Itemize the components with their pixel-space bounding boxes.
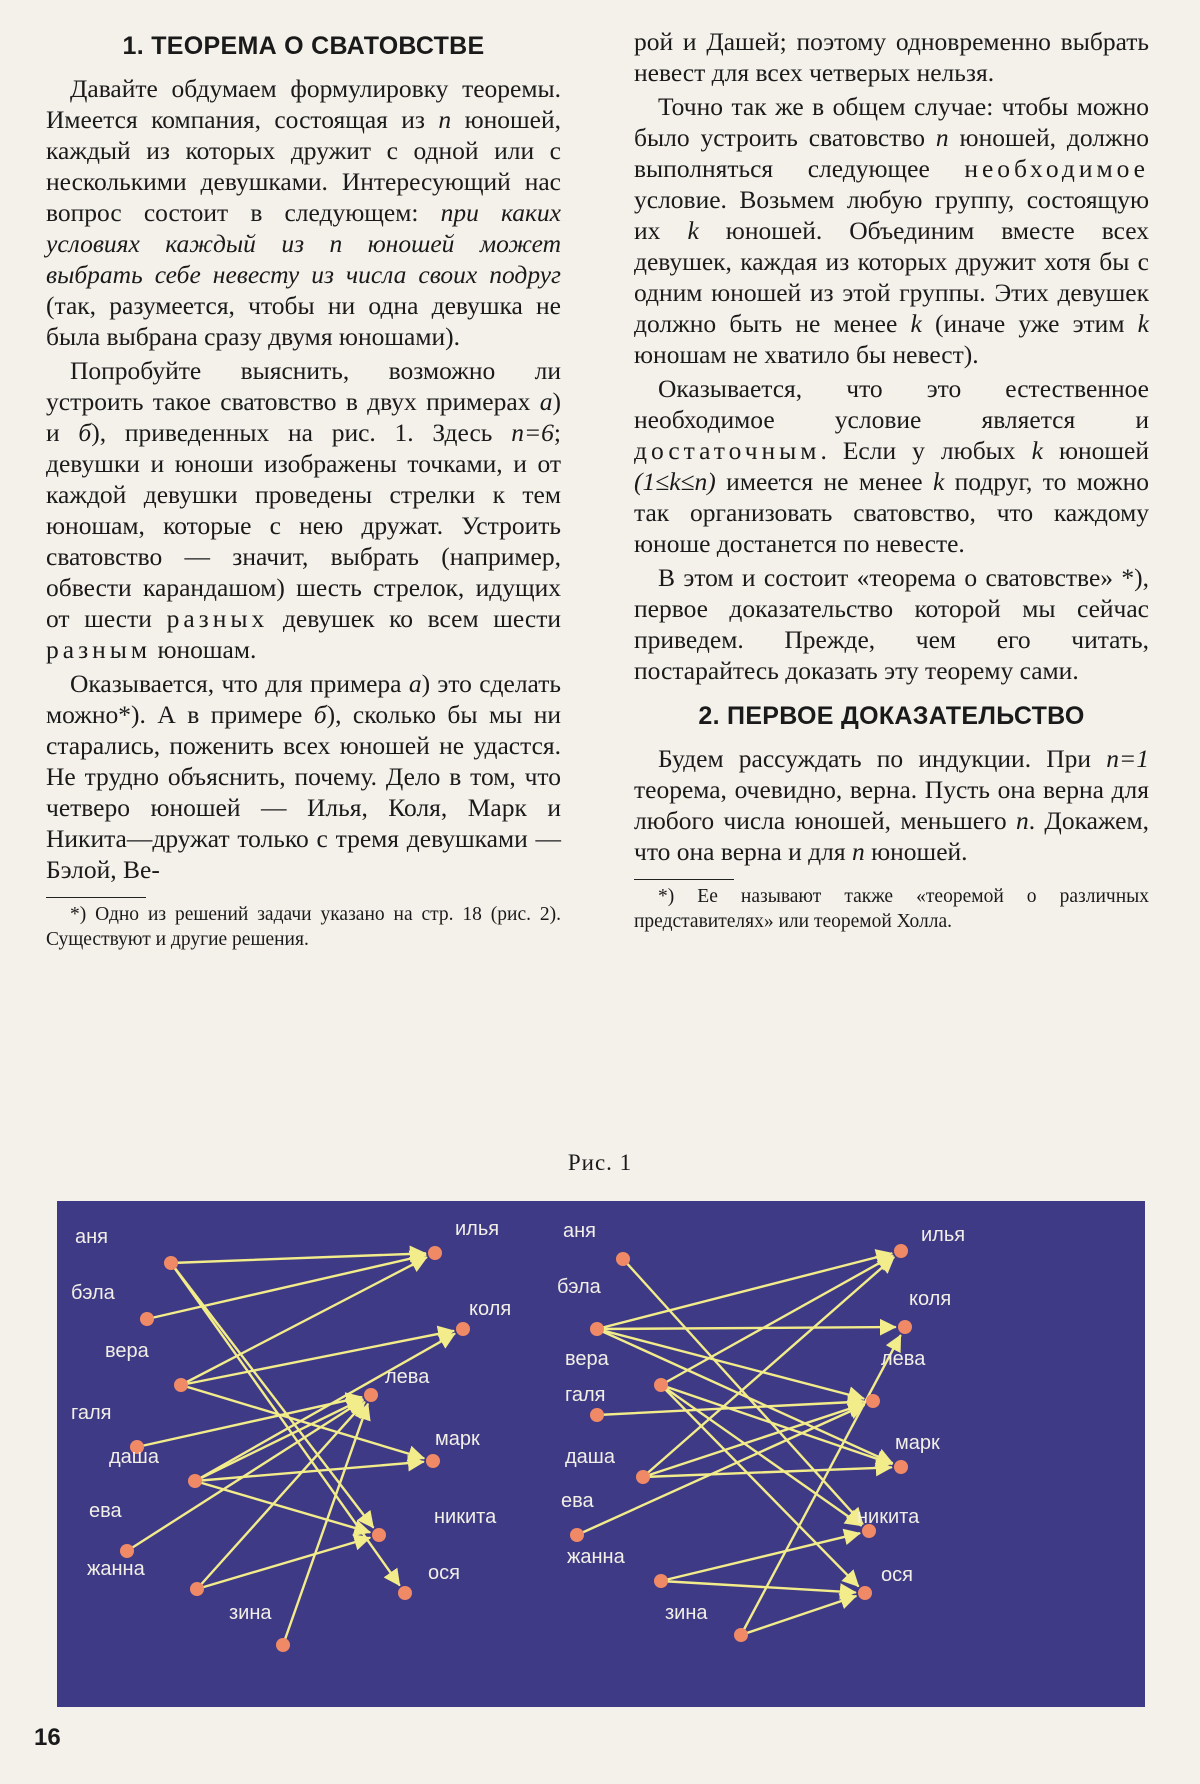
- boy-label-b: ося: [881, 1564, 913, 1586]
- footnote: *) Ее называют также «теоремой о различных представителях» или теоремой Холла.: [634, 886, 1149, 932]
- girl-dot-b: [570, 1528, 584, 1542]
- boy-dot-a: [398, 1586, 412, 1600]
- boy-dot-a: [426, 1454, 440, 1468]
- boy-label-a: илья: [455, 1218, 500, 1240]
- girl-dot-b: [616, 1252, 630, 1266]
- girl-label-a: даша: [109, 1446, 159, 1468]
- boy-label-b: никита: [857, 1506, 920, 1528]
- figure-caption: Рис. 1: [567, 1150, 633, 1175]
- paragraph: Попробуйте выяснить, возможно ли устроить такое сватовство в двух примерах а) и б), приведенных на рис. 1. Здесь n=6; девушки и юноши изображены точками, и от каждой девушки проведены стрелки к тем юношам, которые с нею дружат. Устроить сватовство — значит, выбрать (например, обвести карандашом) шесть стрелок, идущих от шести разных девушек ко всем шести разным юношам.: [46, 356, 561, 664]
- arrow-b-галя-лева: [597, 1402, 863, 1415]
- girl-dot-b: [590, 1322, 604, 1336]
- paragraph: Оказывается, что для примера а) это сделать можно*). А в примере б), сколько бы мы ни старались, поженить всех юношей не удастся. Не трудно объяснить, почему. Дело в том, что четверо юношей — Илья, Коля, Марк и Никита—дружат только с тремя девушками — Бэлой, Ве-: [46, 669, 562, 884]
- right-column: [634, 26, 1149, 934]
- paragraph: Точно так же в общем случае: чтобы можно было устроить сватовство n юношей, должно выполняться следующее необходимое условие. Возьмем любую группу, состоящую их k юношей. Объединим вместе всех девушек, каждая из которых дружит хотя бы с одним юношей из этой группы. Этих девушек должно быть не менее k (иначе уже этим k юношам не хватило бы невест).: [634, 92, 1149, 369]
- arrow-b-вера-илья: [661, 1256, 892, 1385]
- arrow-b-бэла-коля: [597, 1327, 895, 1329]
- left-column: [46, 26, 561, 952]
- boy-dot-a: [456, 1322, 470, 1336]
- boy-dot-b: [866, 1394, 880, 1408]
- boy-label-a: ося: [428, 1562, 460, 1584]
- girl-label-a: жанна: [87, 1558, 145, 1580]
- girl-label-a: вера: [105, 1340, 149, 1362]
- girl-label-b: ева: [561, 1490, 594, 1512]
- girl-label-a: зина: [229, 1602, 272, 1624]
- girl-dot-a: [190, 1582, 204, 1596]
- bipartite-graphs: [57, 1201, 1145, 1707]
- paragraph: Оказывается, что это естественное необходимое условие является и достаточным. Если у любых k юношей (1≤k≤n) имеется не менее k подруг, то можно так организовать сватовство, что каждому юноше достанется по невесте.: [634, 374, 1150, 558]
- boy-label-a: лева: [385, 1366, 430, 1388]
- girl-label-b: галя: [565, 1384, 606, 1406]
- girl-dot-b: [654, 1378, 668, 1392]
- section-heading-2: 2. ПЕРВОЕ ДОКАЗАТЕЛЬСТВО: [698, 702, 1085, 730]
- girl-label-a: аня: [75, 1226, 108, 1248]
- arrow-b-бэла-илья: [597, 1253, 891, 1329]
- boy-dot-b: [858, 1586, 872, 1600]
- boy-dot-b: [898, 1320, 912, 1334]
- girl-dot-a: [164, 1256, 178, 1270]
- girl-dot-a: [276, 1638, 290, 1652]
- arrow-b-даша-марк: [643, 1467, 891, 1477]
- footnote-divider: [46, 897, 146, 898]
- paragraph: рой и Дашей; поэтому одновременно выбрать невест для всех четверых нельзя.: [634, 27, 1149, 87]
- arrow-a-аня-никита: [171, 1263, 373, 1527]
- girl-dot-a: [174, 1378, 188, 1392]
- girl-dot-a: [188, 1474, 202, 1488]
- boy-label-b: лева: [881, 1348, 926, 1370]
- boy-label-a: никита: [434, 1506, 497, 1528]
- boy-label-b: коля: [909, 1288, 952, 1310]
- arrow-b-жанна-ося: [661, 1581, 855, 1592]
- graph-example-a: [71, 1218, 511, 1652]
- figure-1: [57, 1201, 1145, 1707]
- paragraph: В этом и состоит «теорема о сватовстве» *), первое доказательство которой мы сейчас приведем. Прежде, чем его читать, постарайтесь доказать эту теорему сами.: [634, 563, 1149, 685]
- girl-dot-a: [120, 1544, 134, 1558]
- graph-example-b: [557, 1220, 965, 1642]
- boy-dot-a: [428, 1246, 442, 1260]
- footnote: *) Одно из решений задачи указано на стр. 18 (рис. 2). Существуют и другие решения.: [46, 904, 561, 950]
- arrow-a-жанна-никита: [197, 1538, 369, 1589]
- girl-label-b: даша: [565, 1446, 615, 1468]
- arrow-a-аня-ося: [171, 1263, 399, 1585]
- boy-label-a: марк: [435, 1428, 480, 1450]
- boy-dot-a: [364, 1388, 378, 1402]
- girl-label-b: аня: [563, 1220, 596, 1242]
- boy-label-a: коля: [469, 1298, 512, 1320]
- girl-dot-b: [734, 1628, 748, 1642]
- girl-label-a: бэла: [71, 1282, 115, 1304]
- boy-dot-b: [894, 1460, 908, 1474]
- section-heading-1: 1. ТЕОРЕМА О СВАТОВСТВЕ: [122, 32, 485, 60]
- footnote-divider: [634, 879, 734, 880]
- boy-dot-a: [372, 1528, 386, 1542]
- boy-dot-b: [894, 1244, 908, 1258]
- girl-label-b: зина: [665, 1602, 708, 1624]
- girl-label-a: ева: [89, 1500, 122, 1522]
- arrow-a-аня-илья: [171, 1253, 425, 1263]
- page-number: 16: [34, 1724, 61, 1751]
- girl-label-a: галя: [71, 1402, 112, 1424]
- girl-dot-b: [654, 1574, 668, 1588]
- boy-label-b: марк: [895, 1432, 940, 1454]
- girl-label-b: вера: [565, 1348, 609, 1370]
- boy-label-b: илья: [921, 1224, 966, 1246]
- arrow-b-бэла-лева: [597, 1329, 863, 1398]
- girl-dot-b: [636, 1470, 650, 1484]
- girl-dot-b: [590, 1408, 604, 1422]
- paragraph: Давайте обдумаем формулировку теоремы. Имеется компания, состоящая из n юношей, каждый из которых дружит с одной или с несколькими девушками. Интересующий нас вопрос состоит в следующем: при каких условиях каждый из n юношей может выбрать себе невесту из числа своих подруг (так, разумеется, чтобы ни одна девушка не была выбрана сразу двумя юношами).: [46, 74, 562, 351]
- girl-label-b: бэла: [557, 1276, 601, 1298]
- girl-label-b: жанна: [567, 1546, 625, 1568]
- paragraph: Будем рассуждать по индукции. При n=1 теорема, очевидно, верна. Пусть она верна для любого числа юношей, меньшего n. Докажем, что она верна и для n юношей.: [634, 744, 1149, 866]
- girl-dot-a: [140, 1312, 154, 1326]
- arrow-a-жанна-лева: [197, 1402, 364, 1589]
